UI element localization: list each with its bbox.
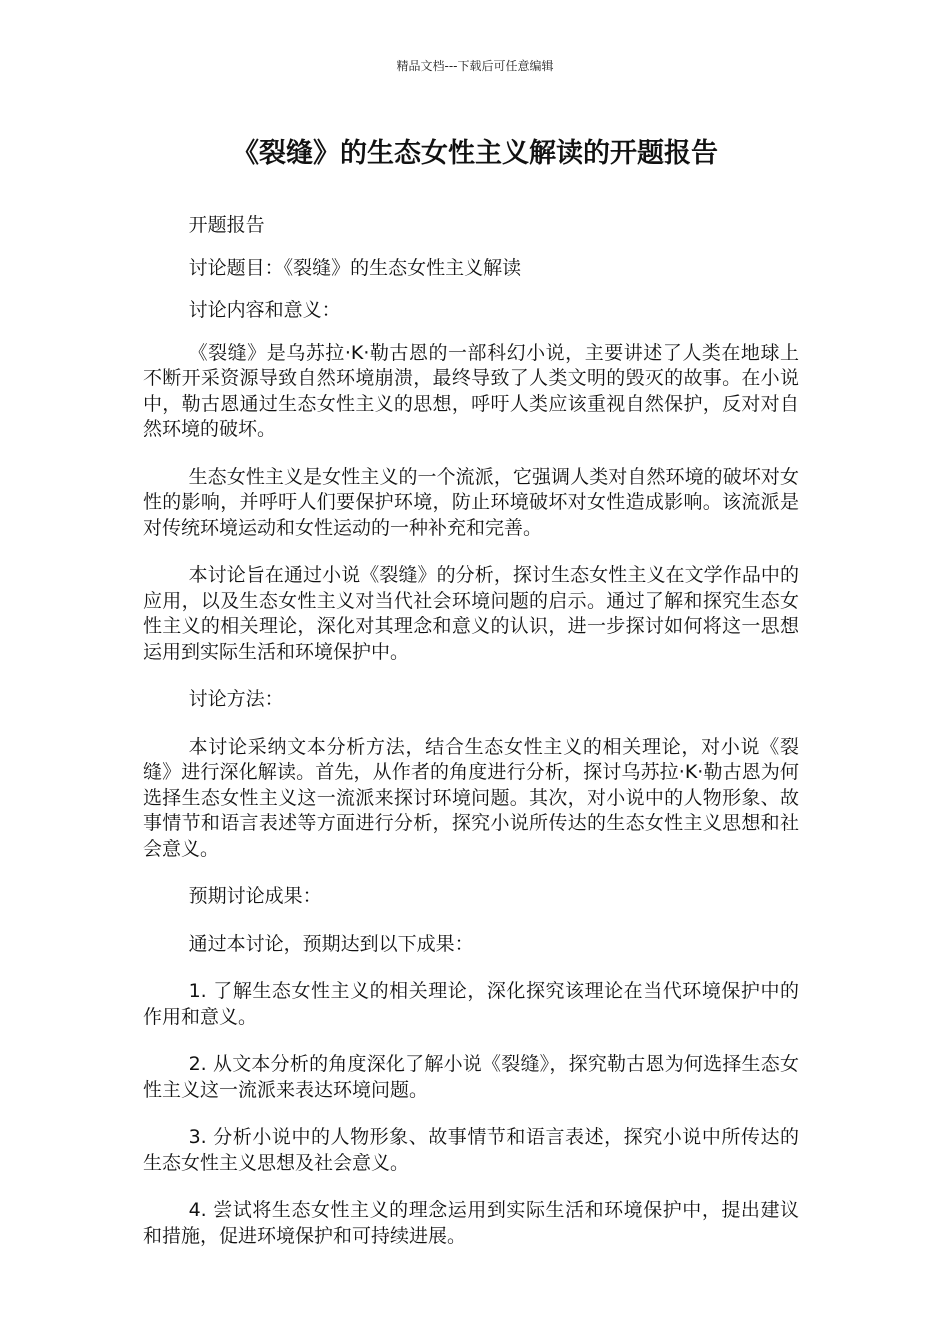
list-item: 2. 从文本分析的角度深化了解小说《裂缝》，探究勒古恩为何选择生态女性主义这一流派来表达环境问题。 [143, 1053, 799, 1101]
list-item: 4. 尝试将生态女性主义的理念运用到实际生活和环境保护中，提出建议和措施，促进环境保护和可持续进展。 [143, 1199, 799, 1247]
paragraph-body: 本讨论旨在通过小说《裂缝》的分析，探讨生态女性主义在文学作品中的应用，以及生态女性主义对当代社会环境问题的启示。通过了解和探究生态女性主义的相关理论，深化对其理念和意义的认识，进一步探讨如何将这一思想运用到实际生活和环境保护中。 [143, 564, 799, 663]
paragraph-body: 本讨论采纳文本分析方法，结合生态女性主义的相关理论，对小说《裂缝》进行深化解读。首先，从作者的角度进行分析，探讨乌苏拉·K·勒古恩为何选择生态女性主义这一流派来探讨环境问题。其次，对小说中的人物形象、故事情节和语言表述等方面进行分析，探究小说所传达的生态女性主义思想和社会意义。 [143, 735, 799, 860]
paragraph-body: 生态女性主义是女性主义的一个流派，它强调人类对自然环境的破坏对女性的影响，并呼吁人们要保护环境，防止环境破坏对女性造成影响。该流派是对传统环境运动和女性运动的一种补充和完善。 [143, 465, 799, 539]
list-item: 1. 了解生态女性主义的相关理论，深化探究该理论在当代环境保护中的作用和意义。 [143, 980, 799, 1028]
paragraph-heading-content: 讨论内容和意义： [188, 299, 341, 321]
document-body [143, 213, 799, 1249]
paragraph-heading-method: 讨论方法： [188, 688, 284, 710]
header-note: 精品文档---下载后可任意编辑 [396, 59, 554, 73]
paragraph-body: 通过本讨论，预期达到以下成果： [188, 932, 474, 955]
list-item: 3. 分析小说中的人物形象、故事情节和语言表述，探究小说中所传达的生态女性主义思想及社会意义。 [143, 1126, 799, 1174]
paragraph-section-label: 开题报告 [188, 214, 265, 236]
paragraph-body: 《裂缝》是乌苏拉·K·勒古恩的一部科幻小说，主要讲述了人类在地球上不断开采资源导致自然环境崩溃，最终导致了人类文明的毁灭的故事。在小说中，勒古恩通过生态女性主义的思想，呼吁人类应该重视自然保护，反对对自然环境的破坏。 [143, 341, 799, 440]
paragraph-topic: 讨论题目：《裂缝》的生态女性主义解读 [188, 256, 522, 279]
paragraph-heading-results: 预期讨论成果： [188, 885, 322, 907]
document-title: 《裂缝》的生态女性主义解读的开题报告 [232, 138, 718, 169]
